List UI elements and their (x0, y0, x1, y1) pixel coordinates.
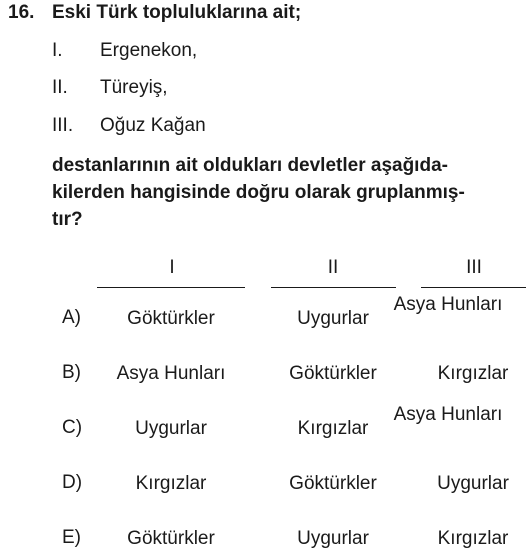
cell-d-1: Kırgızlar (135, 473, 207, 494)
item-numeral-1: I. (52, 40, 63, 61)
cell-d-2: Göktürkler (289, 473, 377, 494)
question-number: 16. (8, 2, 35, 23)
option-letter-c: C) (62, 417, 83, 438)
item-text-2: Türeyiş, (100, 77, 168, 98)
cell-c-2: Kırgızlar (297, 418, 369, 439)
option-letter-b: B) (62, 362, 81, 383)
cell-e-3: Kırgızlar (437, 528, 509, 549)
question-stem: Eski Türk topluluklarına ait; (52, 2, 302, 23)
item-numeral-2: II. (52, 77, 68, 98)
option-letter-a: A) (62, 307, 81, 328)
cell-e-1: Göktürkler (127, 528, 215, 549)
column-header-3: III (466, 257, 482, 278)
prompt-line-1: destanlarının ait oldukları devletler aşağıda- (52, 155, 448, 176)
column-rule-2 (271, 287, 396, 288)
column-header-2: II (327, 257, 339, 278)
cell-a-2: Uygurlar (297, 308, 369, 329)
item-numeral-3: III. (52, 115, 74, 136)
item-text-1: Ergenekon, (100, 40, 198, 61)
prompt-line-3: tır? (52, 209, 83, 230)
cell-c-3: Asya Hunları (393, 404, 503, 425)
column-header-1: I (169, 257, 175, 278)
cell-b-1: Asya Hunları (116, 363, 226, 384)
cell-a-1: Göktürkler (127, 308, 215, 329)
cell-b-2: Göktürkler (289, 363, 377, 384)
column-rule-1 (97, 287, 245, 288)
cell-c-1: Uygurlar (135, 418, 207, 439)
cell-e-2: Uygurlar (297, 528, 369, 549)
item-text-3: Oğuz Kağan (100, 115, 206, 136)
cell-a-3: Asya Hunları (393, 294, 503, 315)
prompt-line-2: kilerden hangisinde doğru olarak gruplanmış- (52, 182, 465, 203)
option-letter-e: E) (62, 527, 81, 548)
cell-d-3: Uygurlar (437, 473, 509, 494)
cell-b-3: Kırgızlar (437, 363, 509, 384)
option-letter-d: D) (62, 472, 83, 493)
column-rule-3 (421, 287, 526, 288)
question-prompt (52, 152, 522, 233)
